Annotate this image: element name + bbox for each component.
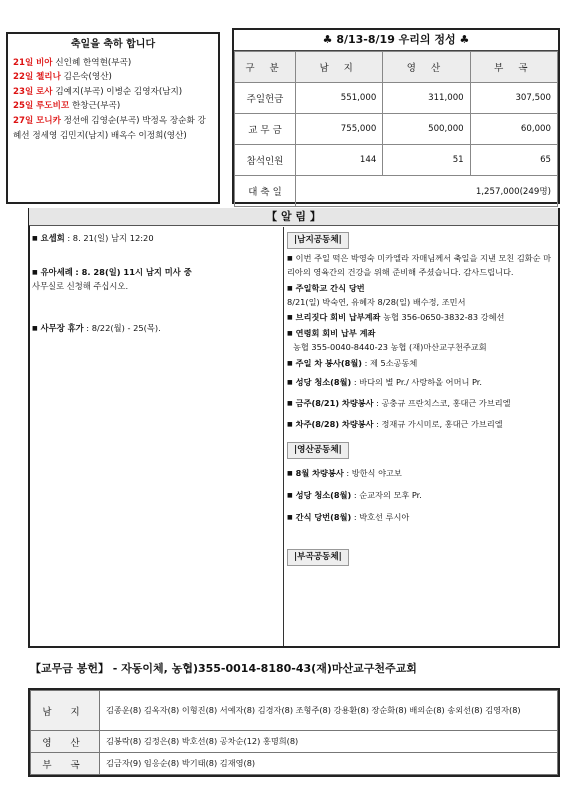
- feast-names: 한창근(부곡): [71, 101, 121, 112]
- notice-item-text: : 8. 28(일) 11시 남지 미사 중: [75, 267, 192, 277]
- row-label: 주일헌금: [235, 83, 296, 114]
- notice-item-label: ■ 요셉회: [32, 233, 65, 243]
- table-row: [31, 753, 558, 775]
- notice-item-text: : 방한식 야고보: [346, 468, 402, 478]
- notice-right-column: [287, 228, 555, 644]
- offering-bank-info: 【교무금 봉헌】 - 자동이체, 농협)355-0014-8180-43(재)마산교구천주교회: [30, 662, 417, 675]
- row-label: 교 무 금: [235, 114, 296, 145]
- notice-item-label: ■ 금주(8/21) 차량봉사: [287, 398, 374, 408]
- notice-item-label: ■ 간식 당번(8월): [287, 512, 351, 522]
- notice-item-text: : 바다의 별 Pr./ 사랑하올 어머니 Pr.: [353, 377, 483, 387]
- cell-value: 65: [470, 145, 557, 176]
- notice-item-text: : 제 5소공동체: [364, 358, 418, 368]
- yeongsan-section-title: |영산공동체|: [287, 442, 349, 459]
- feast-saint: 루도비꼬: [36, 101, 70, 112]
- region-label: 영 산: [31, 731, 100, 753]
- table-row: [31, 731, 558, 753]
- notice-item-label: ■ 8월 차량봉사: [287, 468, 344, 478]
- column-header: 부 곡: [470, 52, 557, 83]
- notice-item-label: ■ 연령회 회비 납부 계좌: [287, 328, 375, 338]
- table-row: [31, 691, 558, 731]
- feast-saint: 모니카: [36, 115, 61, 126]
- donor-names: 김금자(9) 임응순(8) 박기태(8) 김재영(8): [100, 753, 558, 775]
- cell-value: 51: [383, 145, 470, 176]
- table-row: [235, 145, 558, 176]
- notice-item-label: ■ 성당 청소(8월): [287, 490, 351, 500]
- notice-item: [32, 322, 282, 336]
- namji-section-title: |남지공동체|: [287, 232, 349, 249]
- feast-entry: [13, 114, 213, 143]
- feast-title: 축일을 축하 합니다: [70, 39, 156, 50]
- table-row: [235, 83, 558, 114]
- column-header: 남 지: [296, 52, 383, 83]
- cell-value: 307,500: [470, 83, 557, 114]
- bugok-section-title: |부곡공동체|: [287, 549, 349, 566]
- feast-entry: [13, 99, 213, 114]
- donor-names: 김종운(8) 김옥자(8) 이형진(8) 서예자(8) 김경자(8) 조형주(8) 강용환(8) 장순화(8) 배의순(8) 송외선(8) 김영자(8): [100, 691, 558, 731]
- feast-entry: [13, 56, 213, 71]
- offering-table: [234, 51, 558, 207]
- notice-item-extra: 사무실로 신청해 주십시오.: [32, 281, 129, 291]
- feast-day: 21일: [13, 57, 34, 68]
- feast-names: 신인혜 한역현(부곡): [55, 57, 132, 68]
- notice-item-label: ■ 유아세례: [32, 267, 73, 277]
- feast-day-box: [6, 32, 220, 204]
- feast-entry: [13, 85, 213, 100]
- notice-item-text: : 정재규 가시미로, 홍대근 가브리엘: [376, 419, 503, 429]
- offering-table-box: [232, 28, 560, 204]
- feast-names: 김예지(부곡) 이병순 김영자(남지): [55, 86, 183, 97]
- notice-item-label: ■ 사무장 휴가: [32, 323, 84, 333]
- cell-value: 551,000: [296, 83, 383, 114]
- notice-item-text: : 순교자의 모후 Pr.: [353, 490, 422, 500]
- feast-day: 23일: [13, 86, 34, 97]
- cell-value: 311,000: [383, 83, 470, 114]
- notice-item-label: ■ 브리짓다 회비 납부계좌: [287, 312, 380, 322]
- notice-item-text: 농협 356-0650-3832-83 강혜선: [383, 312, 505, 322]
- notice-item-text: : 공충규 프란치스코, 홍대근 가브리엘: [376, 398, 511, 408]
- notice-item-label: ■ 주일 차 봉사(8월): [287, 358, 362, 368]
- cell-value: 500,000: [383, 114, 470, 145]
- column-header: 영 산: [383, 52, 470, 83]
- feast-saint: 비아: [36, 57, 53, 68]
- cell-value: 60,000: [470, 114, 557, 145]
- notice-item-text: : 8. 21(일) 남지 12:20: [67, 233, 154, 243]
- feast-saint: 로사: [36, 86, 53, 97]
- notice-item: [32, 266, 282, 280]
- offering-title: ♣ 8/13-8/19 우리의 정성 ♣: [234, 30, 558, 51]
- notice-title: 【 알 림 】: [29, 208, 558, 226]
- notice-item: [32, 232, 282, 246]
- donor-table: [30, 690, 558, 775]
- notice-item-label: ■ 주일학교 간식 당번: [287, 283, 365, 293]
- column-header: 구 분: [235, 52, 296, 83]
- feast-entry: [13, 70, 213, 85]
- donor-names: 김봉락(8) 김정은(8) 박호선(8) 공차순(12) 홍명희(8): [100, 731, 558, 753]
- row-label: 대 축 일: [235, 176, 296, 207]
- cell-value: 755,000: [296, 114, 383, 145]
- notice-item-text: 농협 355-0040-8440-23 농협 (재)마산교구천주교회: [293, 342, 487, 352]
- table-row: [235, 114, 558, 145]
- feast-day: 22일: [13, 72, 34, 83]
- feast-names: 김은숙(영산): [63, 72, 112, 83]
- notice-item-text: : 8/22(월) - 25(목).: [86, 323, 161, 333]
- table-row-total: [235, 176, 558, 207]
- notice-left-column: [32, 228, 282, 644]
- notice-item-text: 8/21(일) 박숙연, 유혜자 8/28(일) 배수정, 조민서: [287, 297, 466, 307]
- region-label: 부 곡: [31, 753, 100, 775]
- total-value: 1,257,000(249명): [296, 176, 558, 207]
- row-label: 참석인원: [235, 145, 296, 176]
- notice-item-label: ■ 차주(8/28) 차량봉사: [287, 419, 374, 429]
- notice-item-label: ■ 성당 청소(8월): [287, 377, 351, 387]
- namji-bread-notice: ■ 이번 주일 떡은 박영숙 미카엘라 자매님께서 축일을 지낸 모친 김화순 마리아의 영육간의 건강을 위해 준비해 주셨습니다. 감사드립니다.: [287, 252, 555, 279]
- feast-saint: 첼리나: [36, 72, 61, 83]
- notice-divider: [283, 227, 284, 646]
- feast-day: 27일: [13, 115, 34, 126]
- region-label: 남 지: [31, 691, 100, 731]
- feast-day: 25일: [13, 101, 34, 112]
- feast-names: 정선애 김영순(부곡) 박정옥 장순화 강혜선 정세영 김민지(남지) 배옥수 이정희(영산): [13, 115, 206, 141]
- offering-header-row: [235, 52, 558, 83]
- donor-table-box: [28, 688, 560, 777]
- notice-item-text: : 박호선 루시아: [353, 512, 410, 522]
- cell-value: 144: [296, 145, 383, 176]
